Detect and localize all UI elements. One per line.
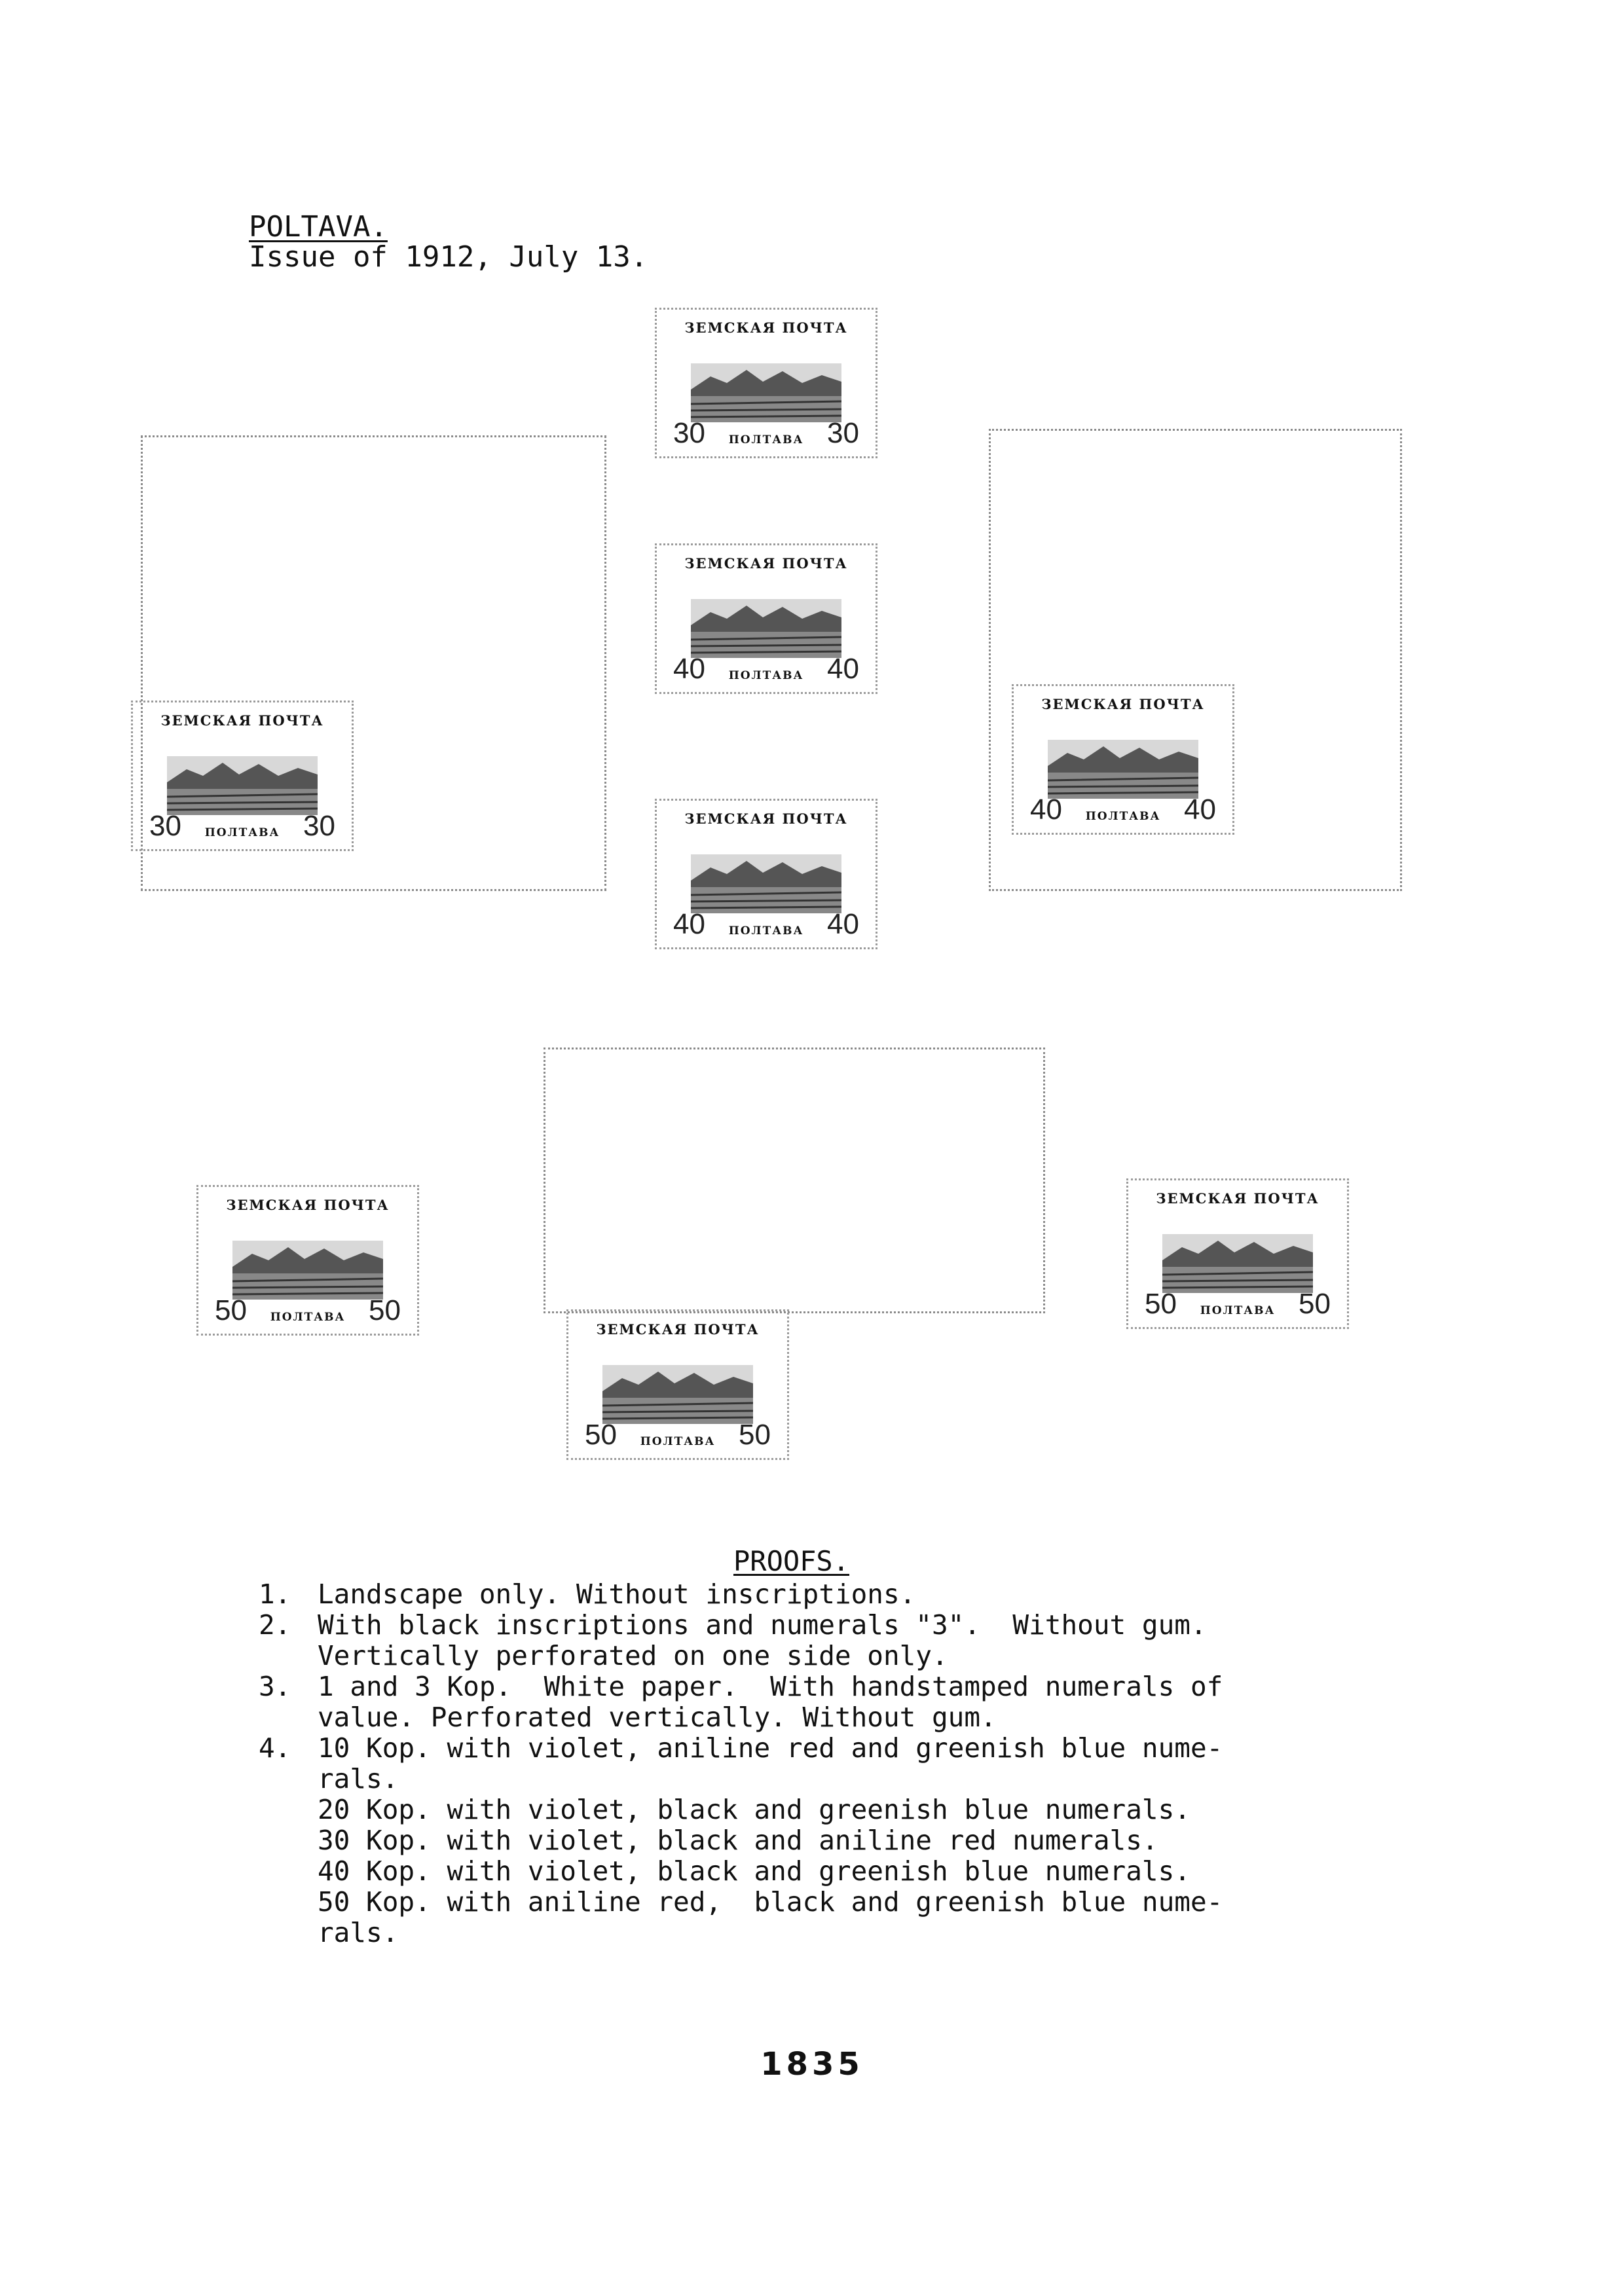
proof-4-line-5: 40 Kop. with violet, black and greenish blue numerals. (318, 1855, 1190, 1887)
value-numeral-left: 30 (149, 810, 181, 842)
proof-4-line-2: rals. (318, 1763, 399, 1795)
stamp-top-inscription: ЗЕМСКАЯ ПОЧТА (684, 319, 848, 336)
landscape-vignette (691, 363, 841, 422)
stamp-50-lower-right (1126, 1178, 1349, 1329)
stamp-30-left (131, 701, 354, 851)
stamp-top-inscription: ЗЕМСКАЯ ПОЧТА (160, 712, 324, 729)
proof-number-1: 1. (259, 1578, 291, 1610)
stamp-40-right (1012, 684, 1234, 835)
page-number: 1835 (760, 2046, 864, 2083)
proof-4-line-3: 20 Kop. with violet, black and greenish blue numerals. (318, 1794, 1190, 1825)
stamp-top-inscription: ЗЕМСКАЯ ПОЧТА (1156, 1190, 1320, 1207)
stamp-bottom-inscription: ПОЛТАВА (728, 433, 804, 446)
proofs-title: PROOFS. (733, 1545, 850, 1577)
stamp-top-inscription: ЗЕМСКАЯ ПОЧТА (684, 811, 848, 827)
stamp-bottom-inscription: ПОЛТАВА (728, 924, 804, 938)
value-numeral-left: 50 (215, 1294, 247, 1326)
proof-4-line-4: 30 Kop. with violet, black and aniline red numerals. (318, 1825, 1158, 1856)
value-numeral-right: 50 (369, 1294, 401, 1326)
value-numeral-left: 40 (673, 908, 705, 940)
place-heading: POLTAVA. (249, 210, 388, 244)
stamp-bottom-inscription: ПОЛТАВА (728, 669, 804, 682)
proof-3-line-1: 1 and 3 Kop. White paper. With handstamped numerals of (318, 1671, 1223, 1702)
value-numeral-right: 30 (827, 417, 859, 449)
stamp-top-inscription: ЗЕМСКАЯ ПОЧТА (1041, 696, 1205, 712)
proof-2-line-2: Vertically perforated on one side only. (318, 1640, 948, 1671)
stamp-50-bottom-center (566, 1309, 789, 1460)
proof-4-line-6: 50 Kop. with aniline red, black and greenish blue nume- (318, 1886, 1223, 1918)
proof-2-line-1: With black inscriptions and numerals "3". Without gum. (318, 1609, 1207, 1641)
stamp-40-center-lower (655, 799, 877, 949)
value-numeral-right: 40 (827, 908, 859, 940)
proof-3-line-2: value. Perforated vertically. Without gum. (318, 1702, 997, 1733)
stamp-top-inscription: ЗЕМСКАЯ ПОЧТА (596, 1321, 760, 1338)
proof-4-line-1: 10 Kop. with violet, aniline red and greenish blue nume- (318, 1732, 1223, 1764)
landscape-vignette (1048, 740, 1198, 799)
stamp-bottom-inscription: ПОЛТАВА (640, 1435, 716, 1448)
stamp-50-lower-left (196, 1185, 419, 1336)
value-numeral-right: 50 (739, 1419, 771, 1451)
landscape-vignette (1162, 1234, 1313, 1293)
value-numeral-right: 50 (1299, 1288, 1331, 1320)
stamp-40-center-upper (655, 543, 877, 694)
value-numeral-left: 40 (1030, 793, 1062, 826)
value-numeral-left: 40 (673, 653, 705, 685)
block-outline-bottom (544, 1048, 1045, 1313)
landscape-vignette (602, 1365, 753, 1424)
stamp-30-top-center (655, 308, 877, 458)
value-numeral-right: 40 (827, 653, 859, 685)
stamp-bottom-inscription: ПОЛТАВА (270, 1311, 346, 1324)
proof-1-line-1: Landscape only. Without inscriptions. (318, 1578, 916, 1610)
stamp-bottom-inscription: ПОЛТАВА (204, 826, 280, 839)
landscape-vignette (691, 854, 841, 913)
stamp-top-inscription: ЗЕМСКАЯ ПОЧТА (226, 1197, 390, 1213)
landscape-vignette (691, 599, 841, 658)
value-numeral-left: 50 (1145, 1288, 1177, 1320)
stamp-top-inscription: ЗЕМСКАЯ ПОЧТА (684, 555, 848, 572)
stamp-bottom-inscription: ПОЛТАВА (1200, 1304, 1276, 1317)
proof-number-2: 2. (259, 1609, 291, 1641)
value-numeral-left: 50 (585, 1419, 617, 1451)
stamp-bottom-inscription: ПОЛТАВА (1085, 810, 1161, 823)
proof-number-3: 3. (259, 1671, 291, 1702)
proof-4-line-7: rals. (318, 1917, 399, 1948)
proof-number-4: 4. (259, 1732, 291, 1764)
issue-date-heading: Issue of 1912, July 13. (249, 240, 648, 274)
landscape-vignette (232, 1241, 383, 1300)
value-numeral-left: 30 (673, 417, 705, 449)
landscape-vignette (167, 756, 318, 815)
value-numeral-right: 40 (1184, 793, 1216, 826)
value-numeral-right: 30 (303, 810, 335, 842)
